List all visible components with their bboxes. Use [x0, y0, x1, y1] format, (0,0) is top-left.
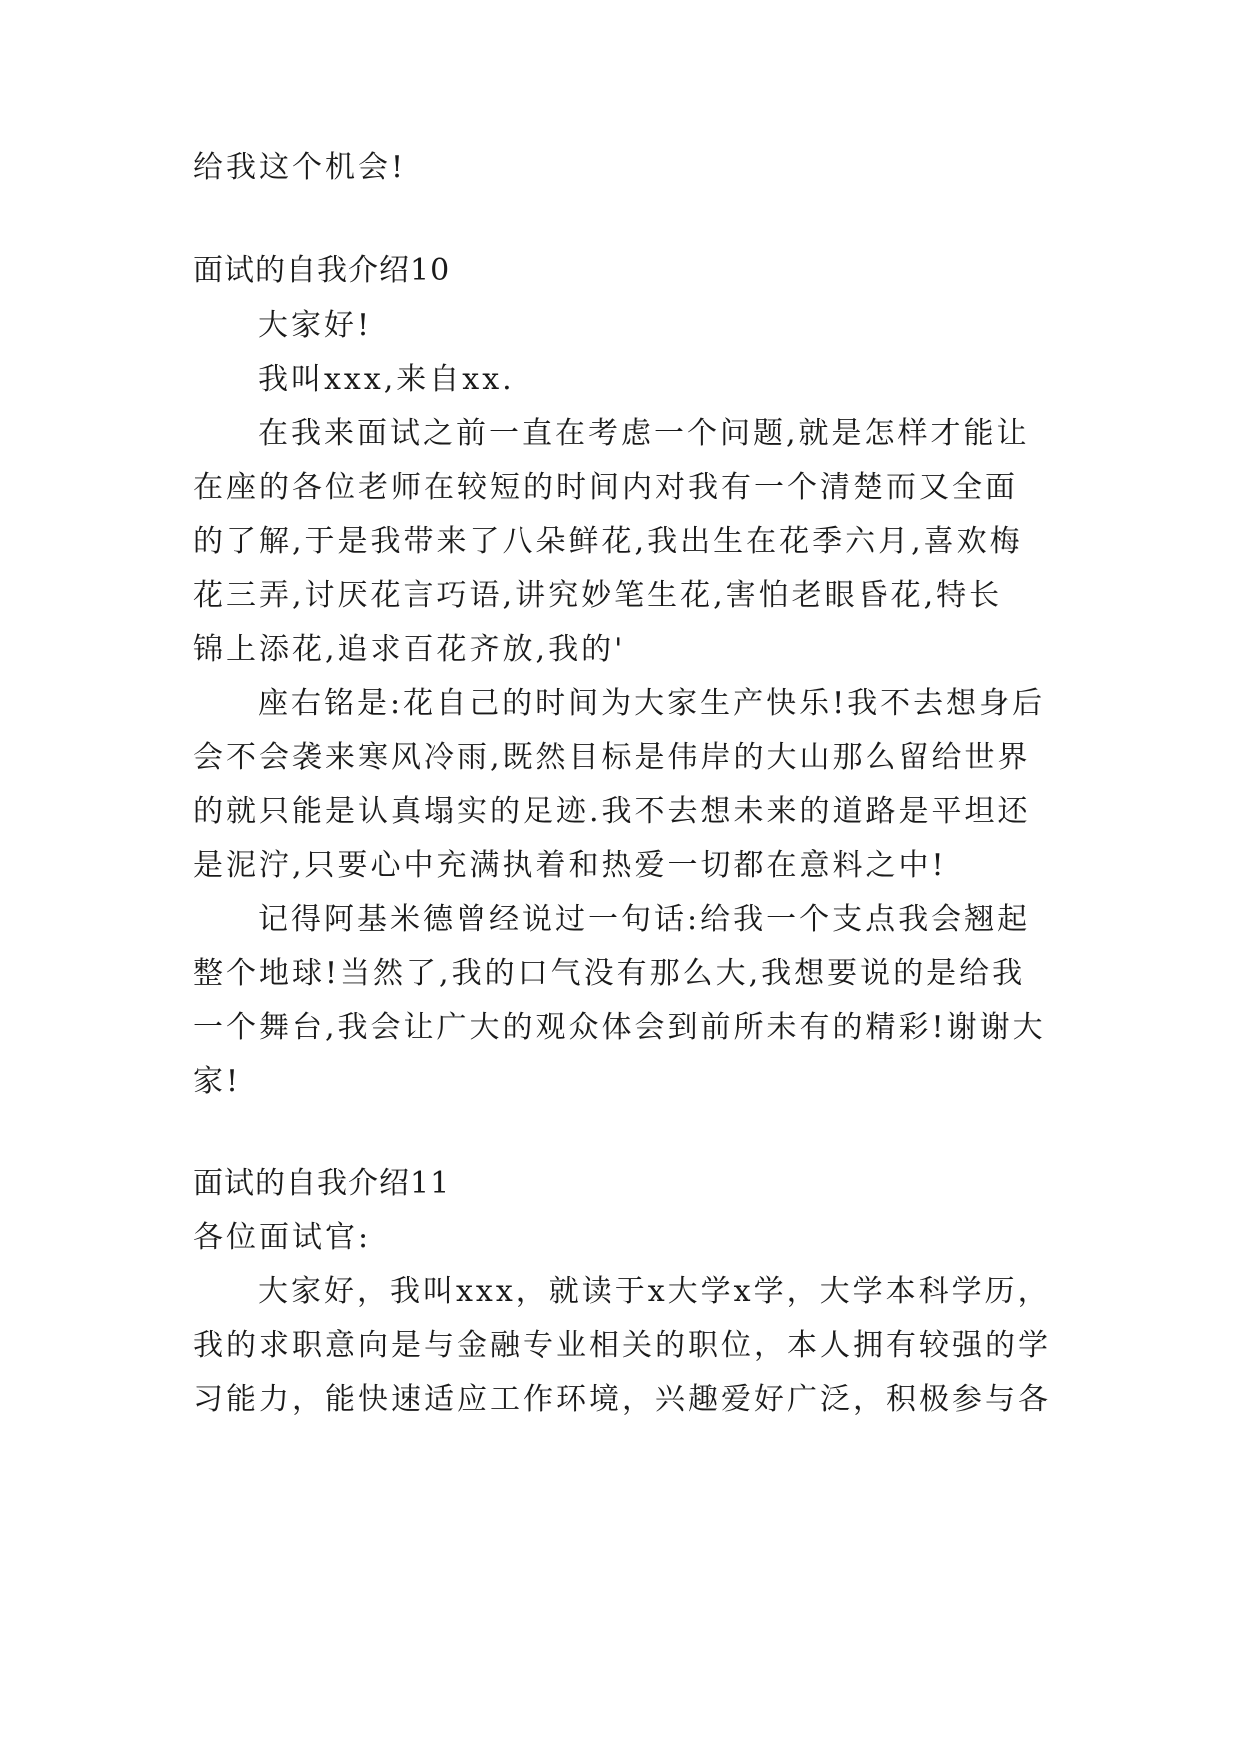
paragraph-line: 的就只能是认真塌实的足迹.我不去想未来的道路是平坦还 [193, 794, 1031, 829]
section-10-intro: 我叫xxx,来自xx. [258, 362, 515, 397]
paragraph-line: 会不会袭来寒风冷雨,既然目标是伟岸的大山那么留给世界 [193, 740, 1031, 775]
paragraph-line: 锦上添花,追求百花齐放,我的' [193, 632, 626, 667]
paragraph-line: 大家好，我叫xxx，就读于x大学x学，大学本科学历， [258, 1274, 1051, 1309]
section-11-salutation: 各位面试官: [193, 1220, 372, 1255]
paragraph-line: 在我来面试之前一直在考虑一个问题,就是怎样才能让 [258, 416, 1030, 451]
paragraph-line: 一个舞台,我会让广大的观众体会到前所未有的精彩!谢谢大 [193, 1010, 1046, 1045]
section-10-title: 面试的自我介绍10 [193, 253, 451, 288]
paragraph-line: 我的求职意向是与金融专业相关的职位，本人拥有较强的学 [193, 1328, 1051, 1363]
paragraph-line: 花三弄,讨厌花言巧语,讲究妙笔生花,害怕老眼昏花,特长 [193, 578, 1003, 613]
paragraph-line: 家! [193, 1064, 242, 1099]
paragraph-line: 整个地球!当然了,我的口气没有那么大,我想要说的是给我 [193, 956, 1026, 991]
paragraph-line: 的了解,于是我带来了八朵鲜花,我出生在花季六月,喜欢梅 [193, 524, 1023, 559]
closing-line: 给我这个机会! [193, 150, 407, 185]
paragraph-line: 是泥泞,只要心中充满执着和热爱一切都在意料之中! [193, 848, 947, 883]
paragraph-line: 习能力，能快速适应工作环境，兴趣爱好广泛，积极参与各 [193, 1382, 1051, 1417]
paragraph-line: 在座的各位老师在较短的时间内对我有一个清楚而又全面 [193, 470, 1018, 505]
section-11-title: 面试的自我介绍11 [193, 1166, 451, 1201]
paragraph-line: 座右铭是:花自己的时间为大家生产快乐!我不去想身后 [258, 686, 1046, 721]
section-10-greeting: 大家好! [258, 308, 373, 343]
paragraph-line: 记得阿基米德曾经说过一句话:给我一个支点我会翘起 [258, 902, 1031, 937]
